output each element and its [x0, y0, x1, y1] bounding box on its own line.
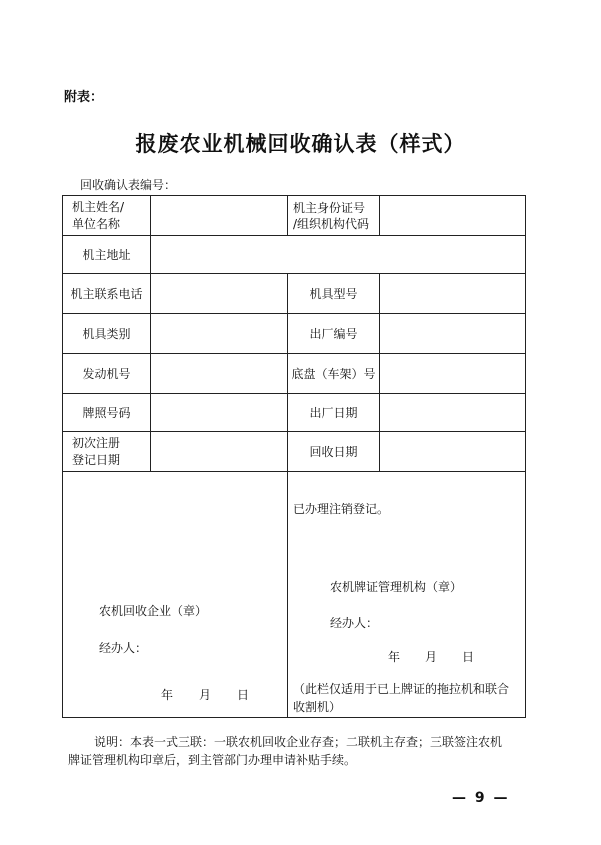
signature-row	[63, 472, 526, 718]
machine-model-field[interactable]	[380, 274, 526, 314]
agency-signature-section	[288, 472, 526, 718]
footnote-line1: 说明：本表一式三联：一联农机回收企业存查；二联机主存查；三联签注农机	[94, 735, 503, 749]
recycle-date-label: 回收日期	[288, 432, 380, 472]
agency-date-month: 月	[425, 650, 438, 664]
table-row	[63, 314, 526, 354]
table-row	[63, 236, 526, 274]
footnote-line2: 牌证管理机构印章后，到主管部门办理申请补贴手续。	[68, 753, 357, 767]
attachment-label: 附表：	[64, 90, 104, 105]
form-number-label: 回收确认表编号：	[80, 178, 177, 192]
owner-id-label: 机主身份证号 /组织机构代码	[288, 196, 380, 236]
recycler-date-month: 月	[199, 688, 212, 702]
footnote	[68, 733, 534, 769]
deregistration-status: 已办理注销登记。	[293, 502, 390, 516]
agency-handler-label: 经办人：	[330, 616, 379, 630]
recycler-date-year: 年	[161, 688, 174, 702]
plate-number-field[interactable]	[151, 394, 288, 432]
agency-stamp-label: 农机牌证管理机构（章）	[330, 580, 463, 594]
owner-address-field[interactable]	[151, 236, 526, 274]
factory-date-label: 出厂日期	[288, 394, 380, 432]
chassis-number-field[interactable]	[380, 354, 526, 394]
owner-address-label: 机主地址	[63, 236, 151, 274]
machine-category-label: 机具类别	[63, 314, 151, 354]
recycle-date-field[interactable]	[380, 432, 526, 472]
owner-id-field[interactable]	[380, 196, 526, 236]
form-title: 报废农业机械回收确认表（样式）	[135, 132, 466, 156]
table-row	[63, 432, 526, 472]
table-row	[63, 274, 526, 314]
factory-date-field[interactable]	[380, 394, 526, 432]
applicability-note-line2: 收割机）	[293, 700, 342, 714]
registration-date-field[interactable]	[151, 432, 288, 472]
applicability-note-line1: （此栏仅适用于已上牌证的拖拉机和联合	[293, 682, 510, 696]
machine-category-field[interactable]	[151, 314, 288, 354]
machine-model-label: 机具型号	[288, 274, 380, 314]
table-row	[63, 354, 526, 394]
owner-phone-field[interactable]	[151, 274, 288, 314]
recycler-signature-section	[63, 472, 288, 718]
recycler-company-stamp-label: 农机回收企业（章）	[99, 604, 208, 618]
table-row	[63, 196, 526, 236]
recycler-handler-label: 经办人：	[99, 641, 148, 655]
owner-name-field[interactable]	[151, 196, 288, 236]
table-row	[63, 394, 526, 432]
agency-date-year: 年	[388, 650, 401, 664]
page-number: — 9 —	[452, 790, 510, 806]
recycler-date-day: 日	[237, 688, 250, 702]
registration-date-label: 初次注册 登记日期	[63, 432, 151, 472]
engine-number-field[interactable]	[151, 354, 288, 394]
recycling-confirmation-table	[62, 195, 526, 718]
factory-number-label: 出厂编号	[288, 314, 380, 354]
agency-date-day: 日	[462, 650, 475, 664]
plate-number-label: 牌照号码	[63, 394, 151, 432]
owner-name-label: 机主姓名/ 单位名称	[63, 196, 151, 236]
engine-number-label: 发动机号	[63, 354, 151, 394]
owner-phone-label: 机主联系电话	[63, 274, 151, 314]
chassis-number-label: 底盘（车架）号	[288, 354, 380, 394]
factory-number-field[interactable]	[380, 314, 526, 354]
